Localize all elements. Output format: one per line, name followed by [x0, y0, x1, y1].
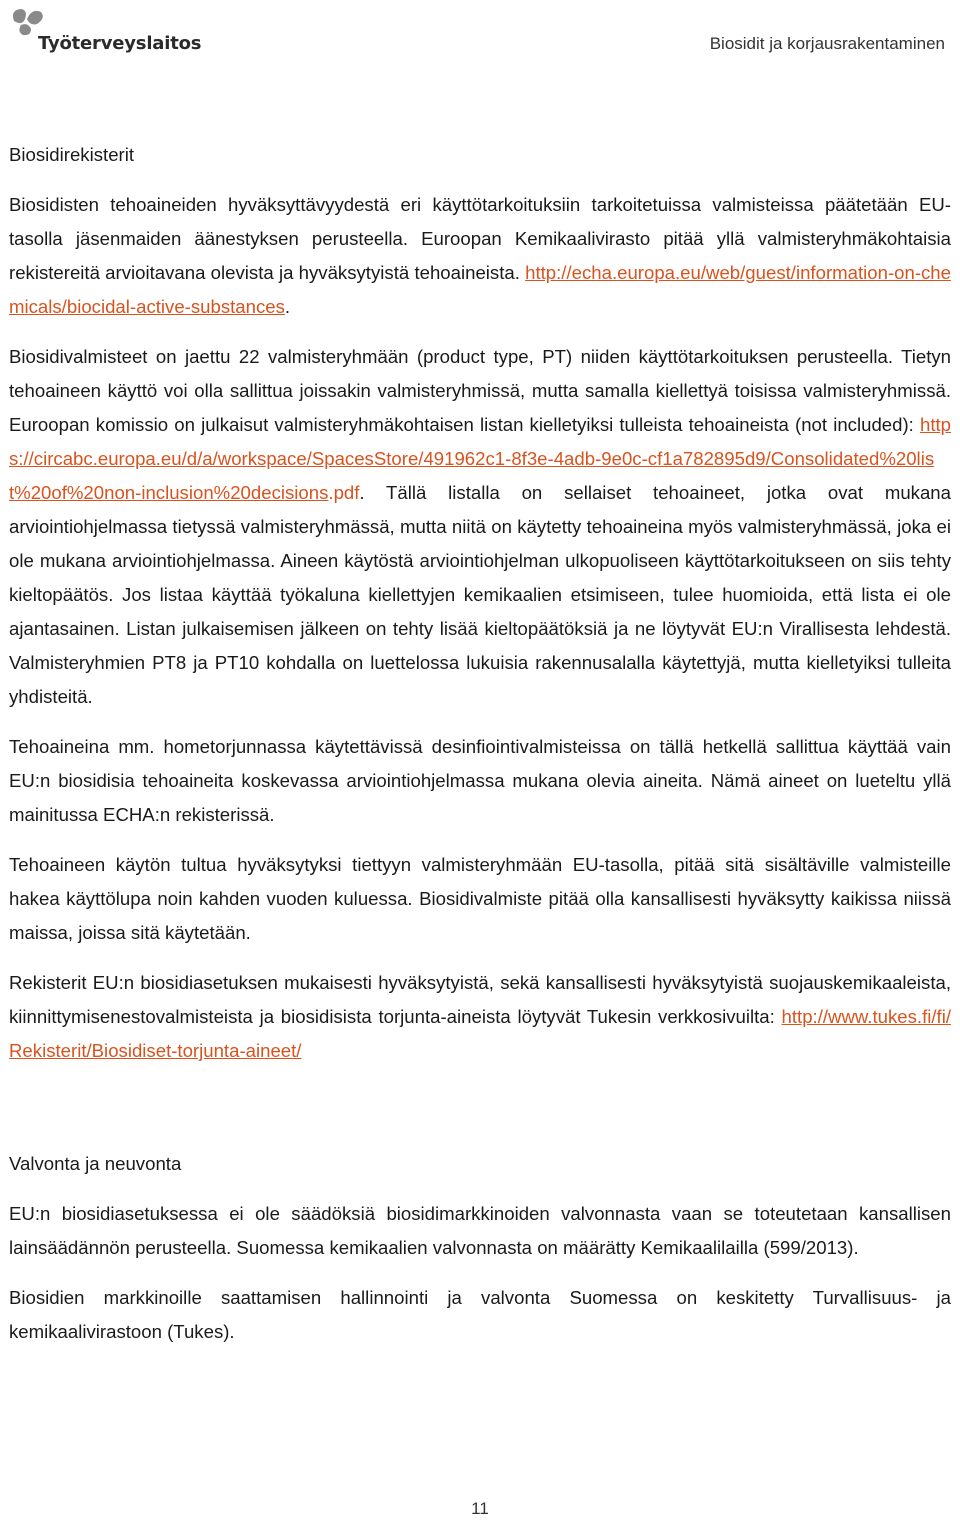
section-heading-valvonta: Valvonta ja neuvonta [9, 1153, 182, 1174]
paragraph-end: . [284, 296, 291, 317]
paragraph-text-continued: . Tällä listalla on sellaiset tehoaineet, jotka ovat mukana arviointiohjelmassa tietyssä valmisteryhmässä, mutta niitä on käytetty tehoaineina myös valmisteryhmässä, joka ei ole mukana arviointiohjelmassa. Aineen käytöstä arviointiohjelman ulkopuoliseen käyttötarkoitukseen on siis tehty kieltopäätös. Jos listaa käyttää työkaluna kiellettyjen kemikaalien etsimiseen, tulee huomioida, että lista ei ole ajantasainen. Listan julkaisemisen jälkeen on tehty lisää kieltopäätöksiä ja ne löytyvät EU:n Virallisesta lehdestä. Valmisteryhmien PT8 ja PT10 kohdalla on luettelossa lukuisia rakennusalalla käytettyjä, mutta kielletyiksi tulleita yhdisteitä. [9, 482, 951, 707]
circabc-link[interactable]: https://circabc.europa.eu/d/a/workspace/SpacesStore/491962c1-8f3e-4adb-9e0c-cf1a782895d9/Consolidated%20list%20of%20non-inclusion%20decisions [9, 414, 951, 503]
paragraph-text: Rekisterit EU:n biosidiasetuksen mukaisesti hyväksytyistä, sekä kansallisesti hyväksytyistä suojauskemikaaleista, kiinnittymisenestovalmisteista ja biosidisista torjunta-aineista löytyvät Tukesin verkkosivuilta: [9, 972, 951, 1027]
paragraph-active-substances: Tehoaineina mm. hometorjunnassa käytettävissä desinfiointivalmisteissa on tällä hetkellä sallittua käyttää vain EU:n biosidisia tehoaineita koskevassa arviointiohjelmassa mukana olevia aineita. Nämä aineet on lueteltu yllä mainitussa ECHA:n rekisterissä. [9, 736, 951, 825]
paragraph-tukes-registers [9, 966, 951, 1068]
paragraph-authorisation: Tehoaineen käytön tultua hyväksytyksi tiettyyn valmisteryhmään EU-tasolla, pitää sitä sisältäville valmisteille hakea käyttölupa noin kahden vuoden kuluessa. Biosidivalmiste pitää olla kansallisesti hyväksytty kaikissa niissä maissa, joissa sitä käytetään. [9, 854, 951, 943]
document-body [9, 138, 951, 1365]
tukes-link[interactable]: http://www.tukes.fi/fi/Rekisterit/Biosidiset-torjunta-aineet/ [9, 1006, 951, 1061]
paragraph-supervision: EU:n biosidiasetuksessa ei ole säädöksiä biosidimarkkinoiden valvonnasta vaan se toteutetaan kansallisen lainsäädännön perusteella. Suomessa kemikaalien valvonnasta on määrätty Kemikaalilailla (599/2013). [9, 1203, 951, 1258]
tyoterveyslaitos-logo[interactable] [8, 4, 202, 60]
page-number: 11 [471, 1499, 489, 1518]
paragraph-text: Biosidivalmisteet on jaettu 22 valmisteryhmään (product type, PT) niiden käyttötarkoituksen perusteella. Tietyn tehoaineen käyttö voi olla sallittua joissakin valmisteryhmissä, mutta samalla kiellettyä toisissa valmisteryhmissä. Euroopan komissio on julkaisut valmisteryhmäkohtaisen listan kielletyiksi tulleista tehoaineista (not included): [9, 346, 951, 435]
paragraph-text: Biosidisten tehoaineiden hyväksyttävyydestä eri käyttötarkoituksiin tarkoitetuissa valmisteissa päätetään EU-tasolla jäsenmaiden äänestyksen perusteella. Euroopan Kemikaalivirasto pitää yllä valmisteryhmäkohtaisia rekistereitä arvioitavana olevista ja hyväksytyistä tehoaineista. [9, 194, 951, 283]
paragraph-product-types [9, 340, 951, 714]
circabc-link-extension[interactable]: .pdf [328, 482, 360, 503]
echa-link[interactable]: http://echa.europa.eu/web/guest/information-on-chemicals/biocidal-active-substances [9, 262, 951, 317]
paragraph-tukes-centralised: Biosidien markkinoille saattamisen hallinnointi ja valvonta Suomessa on keskitetty Turvallisuus- ja kemikaalivirastoon (Tukes). [9, 1287, 951, 1342]
paragraph-echa-registry [9, 188, 951, 324]
page-header [0, 0, 960, 70]
section-heading-biosidirekisterit: Biosidirekisterit [9, 144, 135, 165]
logo-text: Työterveyslaitos [38, 33, 202, 54]
document-title: Biosidit ja korjausrakentaminen [709, 34, 945, 53]
